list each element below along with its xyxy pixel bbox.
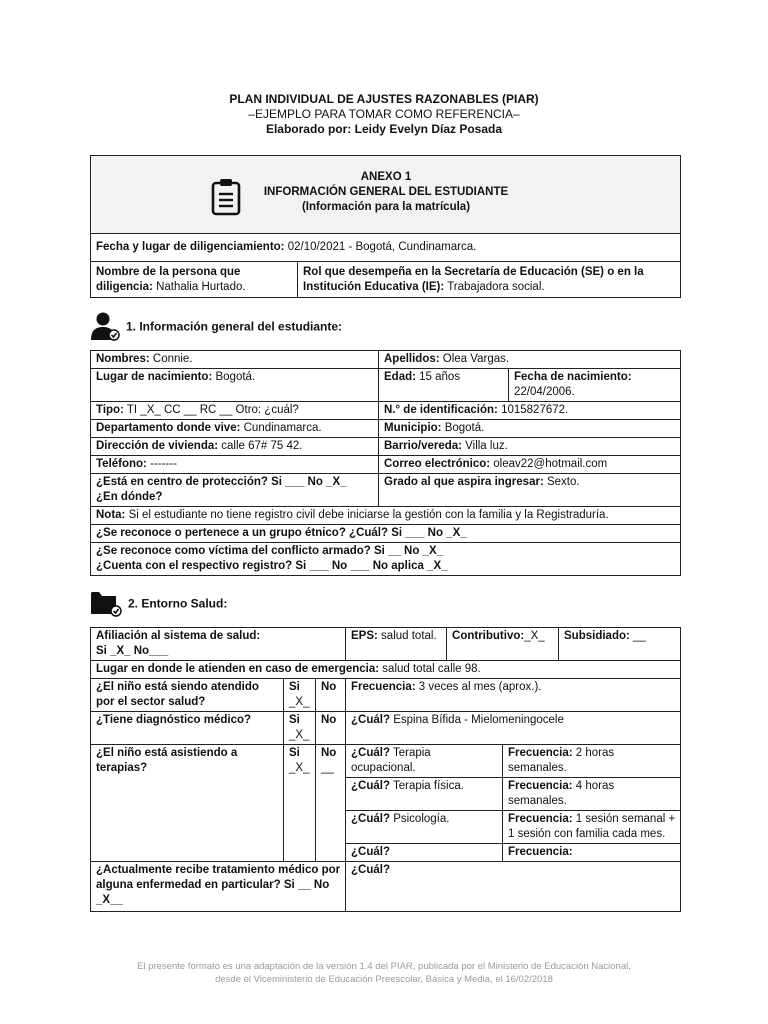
etnico-label: ¿Se reconoce o pertenece a un grupo étnico? ¿Cuál? Si ___ No _X_ — [96, 527, 467, 539]
diagnostico-si-value: _X_ — [289, 729, 310, 741]
emergencia-label: Lugar en donde le atienden en caso de emergencia: — [96, 663, 380, 675]
terapia-cual-label: ¿Cuál? — [351, 780, 390, 792]
diagnostico-cual-label: ¿Cuál? — [351, 714, 390, 726]
contributivo-value: _X_ — [524, 630, 545, 642]
terapia-frecuencia-value: 4 horas semanales. — [508, 780, 615, 807]
folder-check-icon — [90, 589, 122, 620]
table-row — [91, 507, 681, 525]
emergencia-value: salud total calle 98. — [379, 663, 481, 675]
terapia-frecuencia-label: Frecuencia: — [508, 813, 573, 825]
atendido-si-value: _X_ — [289, 696, 310, 708]
table-row — [91, 862, 681, 912]
fecha-nac-label: Fecha de nacimiento: — [514, 371, 632, 383]
subsidiado-value: __ — [629, 630, 646, 642]
nombres-value: Connie. — [149, 353, 193, 365]
contributivo-label: Contributivo: — [452, 630, 525, 642]
grado-label: Grado al que aspira ingresar: — [384, 476, 544, 488]
health-table — [90, 627, 681, 912]
terapias-no-value: __ — [321, 762, 334, 774]
document-author: Elaborado por: Leidy Evelyn Díaz Posada — [265, 122, 503, 136]
annex-table — [90, 155, 681, 298]
lugar-label: Lugar de nacimiento: — [96, 371, 213, 383]
terapia-cual-label: ¿Cuál? — [351, 846, 390, 858]
table-row — [91, 438, 681, 456]
direccion-label: Dirección de vivienda: — [96, 440, 219, 452]
section2-heading — [90, 589, 227, 620]
fecha-cell — [91, 234, 681, 262]
telefono-value: ------- — [146, 458, 177, 470]
document-footer — [0, 960, 768, 986]
table-row — [91, 628, 681, 661]
depto-value: Cundinamarca. — [240, 422, 322, 434]
clipboard-icon — [211, 178, 241, 221]
table-row — [91, 661, 681, 679]
direccion-value: calle 67# 75 42. — [218, 440, 303, 452]
nota-label: Nota: — [96, 509, 126, 521]
table-row — [91, 679, 681, 712]
terapias-label: ¿El niño está asistiendo a terapias? — [96, 747, 238, 774]
tratamiento-label: ¿Actualmente recibe tratamiento médico por alguna enfermedad en particular? Si __ No _X__ — [96, 864, 341, 906]
rol-label: Rol que desempeña en la Secretaría de Educación (SE) o en la Institución Educativa (IE): — [303, 266, 644, 293]
terapia-cual-value: Terapia física. — [390, 780, 464, 792]
subsidiado-label: Subsidiado: — [564, 630, 630, 642]
diagnostico-si-label: Si — [289, 714, 300, 726]
terapias-si-value: _X_ — [289, 762, 310, 774]
atendido-no-label: No — [321, 681, 337, 693]
terapia-frecuencia-value: 1 sesión semanal + 1 sesión con familia cada mes. — [508, 813, 676, 840]
correo-label: Correo electrónico: — [384, 458, 491, 470]
terapia-cual-label: ¿Cuál? — [351, 747, 390, 759]
footer-line-2: desde el Viceministerio de Educación Preescolar, Básica y Media, el 16/02/2018 — [215, 974, 553, 985]
edad-value: 15 años — [415, 371, 461, 383]
edad-label: Edad: — [384, 371, 416, 383]
atendido-frecuencia-value: 3 veces al mes (aprox.). — [415, 681, 542, 693]
table-row — [91, 474, 681, 507]
terapia-frecuencia-label: Frecuencia: — [508, 846, 573, 858]
rol-cell — [298, 262, 681, 298]
table-row — [91, 402, 681, 420]
tipo-value: TI _X_ CC __ RC __ Otro: ¿cuál? — [123, 404, 299, 416]
terapia-frecuencia-value: 2 horas semanales. — [508, 747, 615, 774]
diagnostico-no-label: No — [321, 714, 337, 726]
nombre-label: Nombre de la persona que diligencia: — [96, 266, 241, 293]
id-value: 1015827672. — [497, 404, 569, 416]
terapia-cual-value: Psicología. — [390, 813, 450, 825]
municipio-label: Municipio: — [384, 422, 442, 434]
annex-title: INFORMACIÓN GENERAL DEL ESTUDIANTE — [263, 186, 509, 198]
apellidos-value: Olea Vargas. — [439, 353, 510, 365]
annex-subtitle: (Información para la matrícula) — [301, 201, 471, 213]
terapia-cual-value: Terapia ocupacional. — [351, 747, 431, 774]
nota-value: Si el estudiante no tiene registro civil debe iniciarse la gestión con la familia y la Registraduría. — [125, 509, 609, 521]
grado-value: Sexto. — [543, 476, 580, 488]
id-label: N.° de identificación: — [384, 404, 498, 416]
atendido-frecuencia-label: Frecuencia: — [351, 681, 416, 693]
tratamiento-cual-label: ¿Cuál? — [351, 864, 390, 876]
table-row — [91, 351, 681, 369]
student-info-table — [90, 350, 681, 576]
nombre-cell — [91, 262, 298, 298]
depto-label: Departamento donde vive: — [96, 422, 241, 434]
registro-label: ¿Cuenta con el respectivo registro? Si ___ No ___ No aplica _X_ — [96, 560, 448, 572]
annex-label: ANEXO 1 — [360, 171, 412, 183]
diagnostico-cual-value: Espina Bífida - Mielomeningocele — [390, 714, 564, 726]
apellidos-label: Apellidos: — [384, 353, 440, 365]
table-row — [91, 745, 681, 778]
tipo-label: Tipo: — [96, 404, 124, 416]
barrio-label: Barrio/vereda: — [384, 440, 462, 452]
eps-label: EPS: — [351, 630, 378, 642]
fecha-value: 02/10/2021 - Bogotá, Cundinamarca. — [284, 241, 477, 253]
donde-label: ¿En dónde? — [96, 491, 163, 503]
document-title: PLAN INDIVIDUAL DE AJUSTES RAZONABLES (PIAR) — [229, 92, 539, 106]
atendido-si-label: Si — [289, 681, 300, 693]
terapias-no-label: No — [321, 747, 337, 759]
document-header — [0, 92, 768, 137]
nombre-value: Nathalia Hurtado. — [152, 281, 246, 293]
terapia-frecuencia-label: Frecuencia: — [508, 780, 573, 792]
table-row — [91, 369, 681, 402]
fecha-label: Fecha y lugar de diligenciamiento: — [96, 241, 285, 253]
annex-header-cell — [91, 156, 681, 234]
section1-heading — [90, 311, 342, 344]
lugar-value: Bogotá. — [212, 371, 256, 383]
telefono-label: Teléfono: — [96, 458, 147, 470]
barrio-value: Villa luz. — [461, 440, 508, 452]
rol-value: Trabajadora social. — [444, 281, 545, 293]
municipio-value: Bogotá. — [441, 422, 485, 434]
footer-line-1: El presente formato es una adaptación de la versión 1.4 del PIAR, publicada por el Ministerio de Educación Nacional, — [137, 961, 631, 972]
terapias-si-label: Si — [289, 747, 300, 759]
fecha-nac-value: 22/04/2006. — [514, 386, 575, 398]
afiliacion-value: Si _X_ No___ — [96, 645, 169, 657]
document-subtitle: –EJEMPLO PARA TOMAR COMO REFERENCIA– — [248, 107, 520, 121]
table-row — [91, 525, 681, 543]
correo-value: oleav22@hotmail.com — [490, 458, 608, 470]
user-icon — [90, 311, 120, 344]
diagnostico-label: ¿Tiene diagnóstico médico? — [96, 714, 252, 726]
proteccion-label: ¿Está en centro de protección? Si ___ No _X_ — [96, 476, 347, 488]
section2-title: 2. Entorno Salud: — [128, 596, 228, 611]
terapia-frecuencia-label: Frecuencia: — [508, 747, 573, 759]
afiliacion-label: Afiliación al sistema de salud: — [96, 630, 261, 642]
atendido-label: ¿El niño está siendo atendido por el sector salud? — [96, 681, 259, 708]
victima-label: ¿Se reconoce como víctima del conflicto armado? Si __ No _X_ — [96, 545, 444, 557]
terapia-cual-label: ¿Cuál? — [351, 813, 390, 825]
nombres-label: Nombres: — [96, 353, 150, 365]
table-row — [91, 456, 681, 474]
table-row — [91, 712, 681, 745]
table-row — [91, 543, 681, 576]
section1-title: 1. Información general del estudiante: — [126, 319, 343, 334]
eps-value: salud total. — [377, 630, 437, 642]
table-row — [91, 420, 681, 438]
